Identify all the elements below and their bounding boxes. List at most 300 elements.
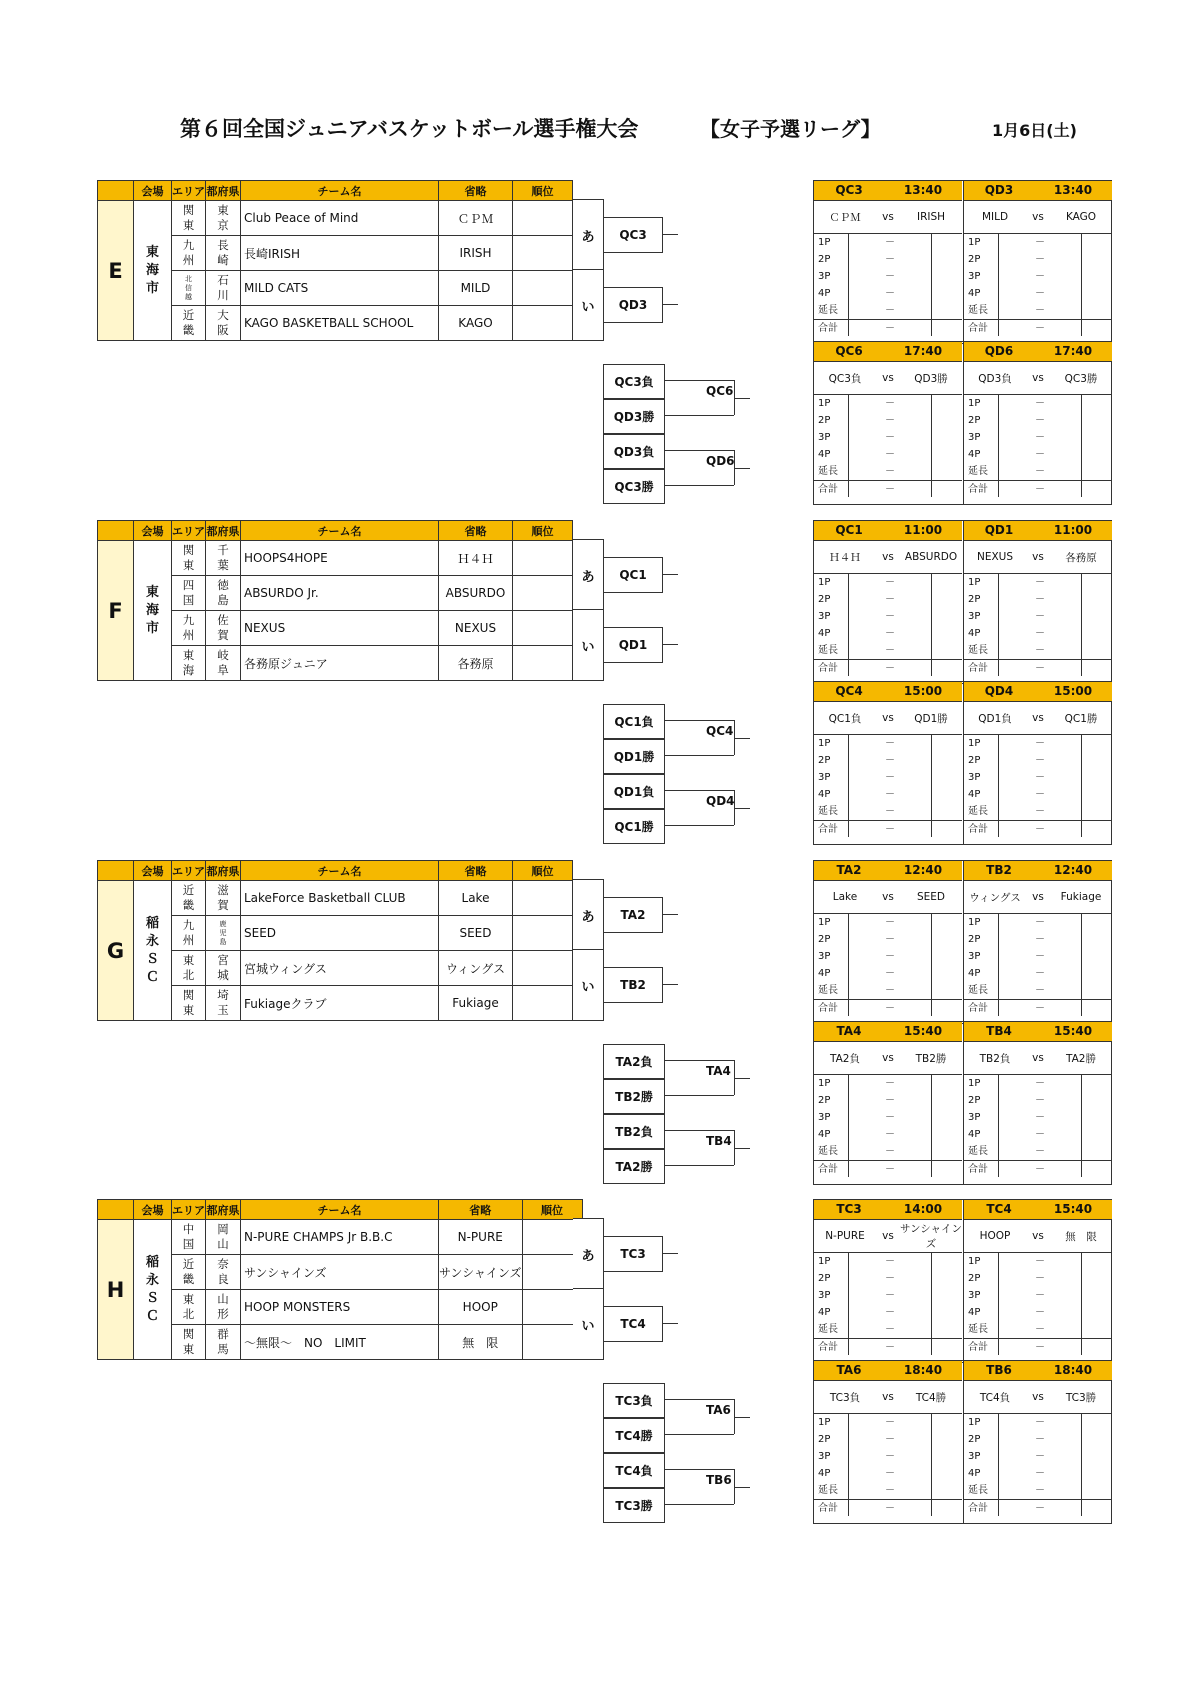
game-time: 18:40 [903,1363,943,1377]
pref-char: 岡 [217,1222,229,1236]
rank-cell [513,576,573,611]
period-score: － [849,1465,932,1482]
total-score: － [849,1000,932,1016]
team-name: NEXUS [241,611,439,646]
team-table [97,520,573,681]
game-time: 15:40 [1053,1202,1093,1216]
bracket-line [734,398,750,399]
team-abbr: ABSURDO [439,576,513,611]
period-score: － [999,591,1082,608]
period-label: 3P [964,608,999,625]
total-label: 合計 [814,1339,849,1355]
team-b: QD1勝 [914,712,948,725]
pref-char: 滋 [217,883,229,897]
team-b: 各務原 [1065,551,1097,564]
period-row [814,591,962,608]
bracket-result: TA6 [706,1403,731,1417]
pref-char: 賀 [217,898,229,912]
match-pair-label: あ [573,1218,604,1290]
team-table [97,180,573,341]
team-b: TB2勝 [915,1052,947,1065]
area-char: 畿 [182,898,195,912]
period-row [964,1482,1112,1499]
team-name: HOOP MONSTERS [241,1290,439,1325]
game-code: QD6 [984,344,1014,358]
period-score: － [849,268,932,285]
pref-cell [206,986,241,1021]
game-code: QD1 [984,523,1014,537]
period-score: － [999,1465,1082,1482]
vs-label: vs [882,372,894,384]
game-time: 15:00 [903,684,943,698]
period-row [964,965,1112,982]
bracket-line [734,1487,750,1488]
period-label: 2P [814,591,849,608]
bracket-line [664,415,734,416]
team-abbr: HOOP [439,1290,523,1325]
period-score: － [999,965,1082,982]
period-label: 3P [814,769,849,786]
team-b: TC4勝 [915,1391,947,1404]
period-row [964,625,1112,642]
period-score: － [999,1143,1082,1160]
area-cell [172,986,206,1021]
period-label: 3P [814,948,849,965]
total-score: － [849,660,932,676]
total-row [964,820,1112,837]
period-label: 延長 [814,982,849,999]
period-score: － [999,429,1082,446]
period-row [814,251,962,268]
period-row [964,446,1112,463]
team-a: ＣＰＭ [829,211,861,224]
score-grid [813,1199,1112,1363]
period-row [814,268,962,285]
pref-char: 葉 [217,558,229,572]
bracket-line [663,234,678,235]
match-pair-label: い [573,1288,604,1360]
period-label: 4P [814,1465,849,1482]
period-score: － [999,285,1082,302]
pref-cell [206,1255,241,1290]
period-row [814,1482,962,1499]
bracket-line [664,755,734,756]
period-row [814,948,962,965]
area-char: 関 [182,988,195,1002]
area-char: 信 [185,283,192,292]
period-label: 2P [814,1092,849,1109]
period-label: 1P [964,1253,999,1270]
header-rank: 順位 [522,1200,582,1220]
team-name: LakeForce Basketball CLUB [241,881,439,916]
total-row [964,319,1112,336]
match-code: TB2 [604,967,663,1003]
period-label: 4P [814,1126,849,1143]
team-row [98,201,573,236]
team-name: MILD CATS [241,271,439,306]
rank-cell [513,646,573,681]
team-name: 長崎IRISH [241,236,439,271]
period-row [964,948,1112,965]
team-abbr: ウィングス [439,951,513,986]
total-row [814,820,962,837]
pref-cell [206,611,241,646]
period-row [814,803,962,820]
period-row [814,1304,962,1321]
period-label: 3P [814,429,849,446]
period-score: － [849,914,932,931]
period-row [814,574,962,591]
score-grid [813,860,1112,1024]
team-abbr: サンシャインズ [439,1255,523,1290]
group-block-G [0,860,1200,1190]
period-row [964,752,1112,769]
period-row [814,463,962,480]
team-a: MILD [981,211,1009,223]
team-b: Fukiage [1060,891,1102,903]
area-char: 近 [182,1257,195,1271]
pref-char: 崎 [217,253,229,267]
team-a: QD1負 [978,712,1012,725]
bracket-line [734,738,750,739]
area-cell [172,236,206,271]
period-score: － [999,803,1082,820]
score-card [814,181,962,343]
period-row [964,786,1112,803]
header-area: エリア [172,521,206,541]
group-letter: E [98,201,134,341]
vs-label: vs [1032,551,1044,563]
score-grid [813,180,1112,344]
total-score: － [999,481,1082,497]
pref-char: 大 [217,308,229,322]
period-label: 2P [964,591,999,608]
game-code: TB6 [986,1363,1012,1377]
period-score: － [849,574,932,591]
period-row [814,412,962,429]
team-b: TA2勝 [1066,1052,1096,1065]
venue-char: 永 [145,1272,159,1288]
period-score: － [849,642,932,659]
pref-char: 奈 [217,1257,229,1271]
period-score: － [999,642,1082,659]
period-label: 3P [814,268,849,285]
period-row [964,429,1112,446]
bracket-line [663,1323,678,1324]
period-label: 2P [964,1270,999,1287]
team-row [98,881,573,916]
period-row [964,1304,1112,1321]
period-score: － [849,769,932,786]
period-row [964,302,1112,319]
bracket-slot: QC1勝 [603,809,665,844]
pref-cell [206,576,241,611]
match-code: QC1 [604,557,663,593]
vs-label: vs [1032,1391,1044,1403]
period-score: － [849,1126,932,1143]
period-label: 延長 [814,463,849,480]
total-row [814,1160,962,1177]
team-a: QC3負 [828,372,862,385]
header-abbr: 省略 [439,1200,523,1220]
period-score: － [999,982,1082,999]
team-b: KAGO [1065,211,1097,223]
group-block-F [0,520,1200,850]
period-score: － [849,302,932,319]
score-grid [813,1360,1112,1524]
period-row [964,1109,1112,1126]
team-name: ～無限～ NO LIMIT [241,1325,439,1360]
bracket-line [664,1165,734,1166]
bracket-line [664,720,734,721]
period-row [964,914,1112,931]
period-row [964,1414,1112,1431]
period-row [814,1448,962,1465]
period-label: 延長 [964,1143,999,1160]
header-rank: 順位 [513,521,573,541]
header-area: エリア [172,861,206,881]
score-card [963,521,1112,683]
team-name: N-PURE CHAMPS Jr B.B.C [241,1220,439,1255]
area-char: 関 [182,1327,195,1341]
bracket-slot: TA2負 [603,1044,665,1079]
game-time: 11:00 [1053,523,1093,537]
venue-cell [134,201,172,341]
team-row [98,1220,583,1255]
period-score: － [999,752,1082,769]
vs-label: vs [882,891,894,903]
area-char: 東 [182,1003,195,1017]
score-card [814,1022,962,1184]
total-row [964,999,1112,1016]
venue-char: 市 [145,280,159,296]
total-label: 合計 [814,660,849,676]
period-label: 2P [964,931,999,948]
period-row [814,1092,962,1109]
page-title: 第６回全国ジュニアバスケットボール選手権大会 [180,117,639,141]
area-char: 海 [182,663,195,677]
rank-cell [513,881,573,916]
team-a: QD3負 [978,372,1012,385]
venue-char: 稲 [145,1254,159,1270]
pref-char: 長 [217,238,229,252]
pref-char: 宮 [217,953,229,967]
period-row [964,1075,1112,1092]
team-a: Lake [832,891,858,903]
period-label: 2P [814,251,849,268]
area-char: 北 [185,274,192,283]
period-label: 2P [814,1431,849,1448]
header-rank: 順位 [513,181,573,201]
team-abbr: Lake [439,881,513,916]
total-label: 合計 [814,481,849,497]
game-code: TB4 [986,1024,1012,1038]
team-table-header [98,861,573,881]
period-score: － [999,1092,1082,1109]
area-char: 州 [182,253,195,267]
game-time: 11:00 [903,523,943,537]
header-area: エリア [172,1200,206,1220]
period-label: 1P [964,914,999,931]
game-code: QD3 [984,183,1014,197]
period-label: 1P [814,1075,849,1092]
vs-label: vs [882,1230,894,1242]
period-score: － [849,1304,932,1321]
period-label: 延長 [814,1143,849,1160]
period-score: － [849,1414,932,1431]
period-row [814,1431,962,1448]
venue-char: Ｓ [145,1290,159,1306]
total-score: － [999,320,1082,336]
area-cell [172,576,206,611]
team-b: QC1勝 [1064,712,1098,725]
period-label: 延長 [964,803,999,820]
period-score: － [849,395,932,412]
venue-char: 東 [145,244,159,260]
period-row [814,914,962,931]
bracket-line [734,1078,750,1079]
period-row [814,446,962,463]
period-label: 3P [964,1109,999,1126]
area-cell [172,611,206,646]
period-score: － [849,463,932,480]
period-label: 4P [964,786,999,803]
total-label: 合計 [964,1000,999,1016]
area-cell [172,1290,206,1325]
team-name: サンシャインズ [241,1255,439,1290]
score-card [963,1200,1112,1362]
game-time: 18:40 [1053,1363,1093,1377]
period-score: － [999,251,1082,268]
team-abbr: ＣＰＭ [439,201,513,236]
period-score: － [849,608,932,625]
pref-char: 岐 [217,648,229,662]
area-char: 東 [182,558,195,572]
total-score: － [849,1500,932,1516]
team-b: ABSURDO [904,551,958,563]
score-card [814,1200,962,1362]
area-cell [172,1325,206,1360]
score-card [963,682,1112,844]
pref-cell [206,951,241,986]
score-card [814,861,962,1023]
team-abbr: Fukiage [439,986,513,1021]
match-code: QC3 [604,217,663,253]
game-code: QC3 [835,183,863,197]
period-label: 2P [964,752,999,769]
period-row [814,234,962,251]
period-label: 1P [814,735,849,752]
period-score: － [849,625,932,642]
period-row [814,395,962,412]
header-abbr: 省略 [439,861,513,881]
bracket-slot: TB2負 [603,1114,665,1149]
period-row [814,735,962,752]
rank-cell [513,986,573,1021]
bracket-line [664,1504,734,1505]
area-char: 国 [182,593,195,607]
team-table [97,860,573,1021]
period-score: － [999,1448,1082,1465]
team-b: QC3勝 [1064,372,1098,385]
period-label: 1P [964,1414,999,1431]
period-label: 1P [964,735,999,752]
area-char: 東 [182,1342,195,1356]
period-label: 4P [964,625,999,642]
venue-char: 東 [145,584,159,600]
group-letter: G [98,881,134,1021]
game-code: TA2 [836,863,862,877]
period-score: － [849,285,932,302]
pref-char: 群 [217,1327,229,1341]
score-card [963,342,1112,504]
rank-cell [513,201,573,236]
venue-cell [134,881,172,1021]
area-char: 北 [182,1307,195,1321]
total-row [964,1338,1112,1355]
period-label: 延長 [964,1482,999,1499]
game-time: 12:40 [1053,863,1093,877]
game-time: 17:40 [1053,344,1093,358]
area-cell [172,881,206,916]
team-abbr: KAGO [439,306,513,341]
header-team: チーム名 [241,521,439,541]
score-card [814,521,962,683]
period-score: － [999,735,1082,752]
letter-header [98,181,134,201]
team-b: 無 限 [1065,1230,1097,1243]
bracket-line [663,304,678,305]
total-row [814,999,962,1016]
period-score: － [999,1414,1082,1431]
area-char: 九 [182,238,195,252]
period-label: 4P [814,1304,849,1321]
period-row [964,463,1112,480]
score-card [963,181,1112,343]
period-score: － [849,1448,932,1465]
total-score: － [999,821,1082,837]
team-b: QD3勝 [914,372,948,385]
period-label: 延長 [964,463,999,480]
header-pref: 都府県 [206,521,241,541]
header-venue: 会場 [134,1200,172,1220]
period-score: － [849,1109,932,1126]
period-row [964,1270,1112,1287]
period-row [814,1465,962,1482]
area-char: 東 [182,953,195,967]
vs-label: vs [1032,891,1044,903]
bracket-line [734,468,750,469]
total-label: 合計 [814,1161,849,1177]
area-char: 東 [182,218,195,232]
event-date: 1月6日(土) [992,121,1077,140]
period-label: 1P [964,1075,999,1092]
total-score: － [849,1339,932,1355]
period-label: 延長 [964,982,999,999]
letter-header [98,521,134,541]
period-label: 1P [964,234,999,251]
total-score: － [999,1500,1082,1516]
group-letter: F [98,541,134,681]
period-score: － [849,1482,932,1499]
period-label: 4P [964,1126,999,1143]
score-card [814,682,962,844]
team-name: KAGO BASKETBALL SCHOOL [241,306,439,341]
period-label: 2P [964,412,999,429]
period-label: 4P [814,625,849,642]
team-abbr: MILD [439,271,513,306]
area-char: 国 [182,1237,195,1251]
